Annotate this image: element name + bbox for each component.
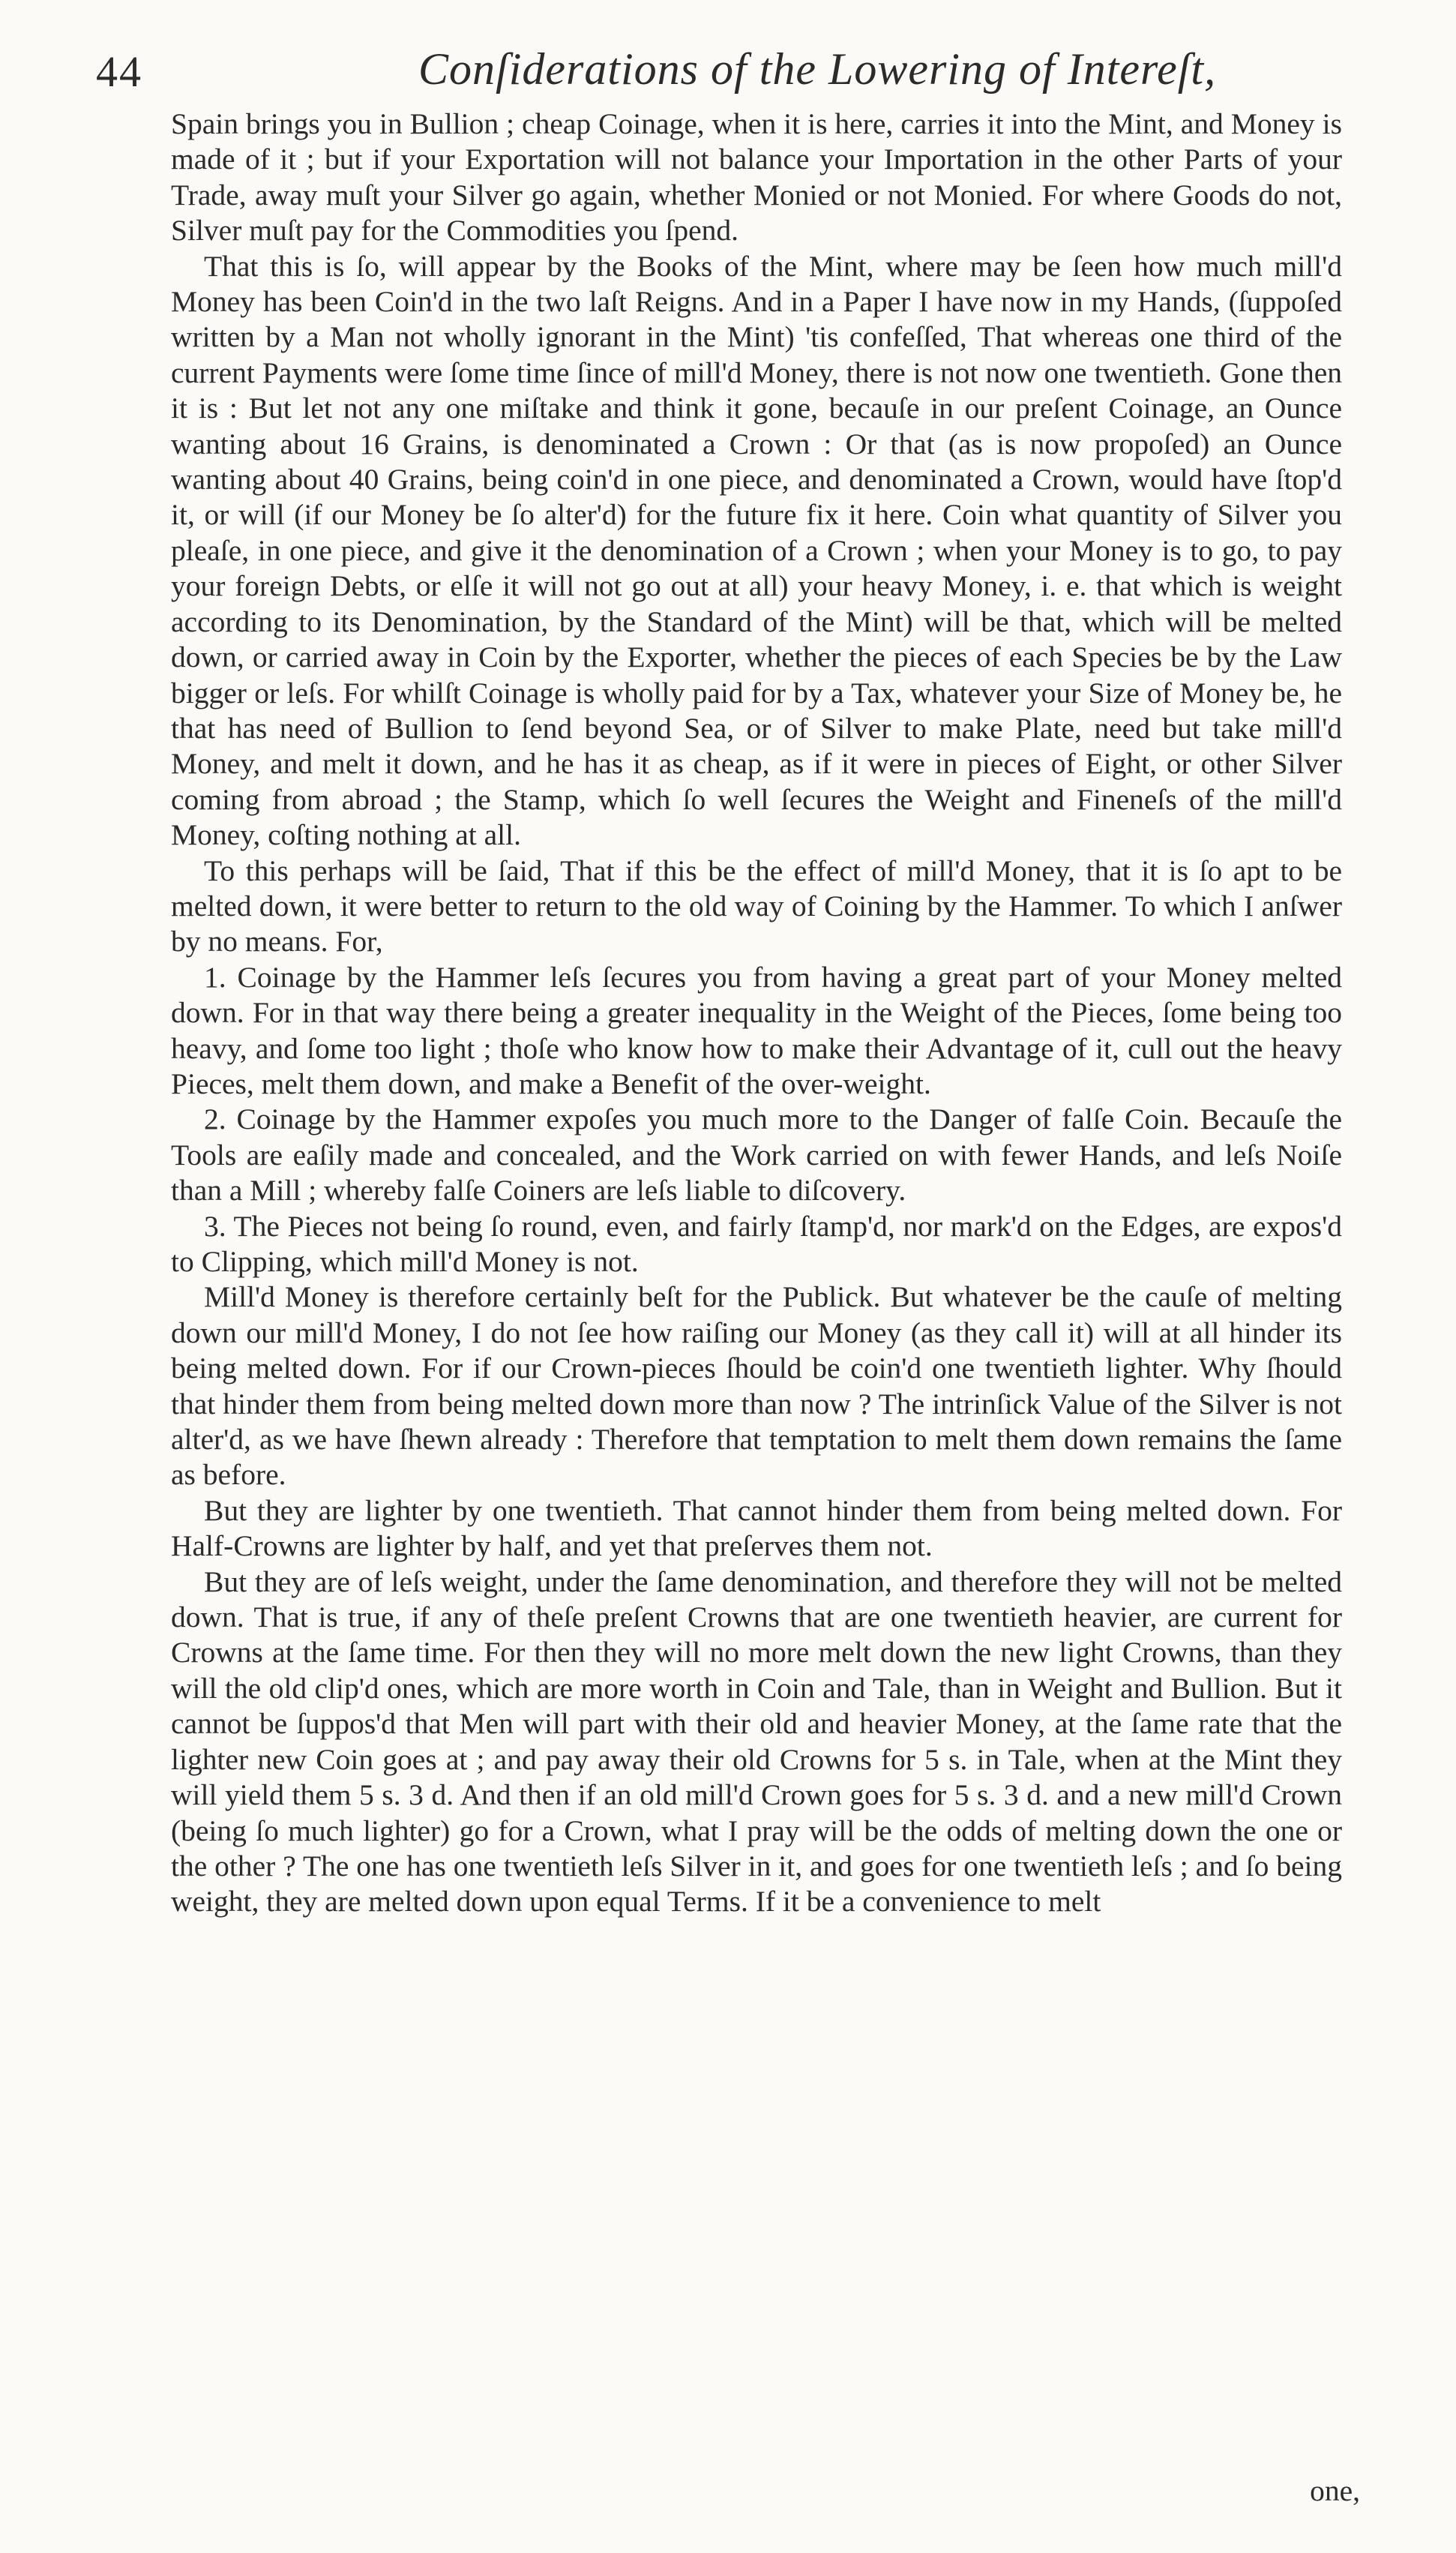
paragraph: 3. The Pieces not being ſo round, even, and fairly ſtamp'd, nor mark'd on the Edges, are expos'd to Clipping, which mill'd Money is not. <box>171 1209 1342 1278</box>
catchword: one, <box>1310 2474 1360 2507</box>
running-head: Conſiderations of the Lowering of Intereſt, <box>418 44 1217 94</box>
paragraph: Spain brings you in Bullion ; cheap Coinage, when it is here, carries it into the Mint, and Money is made of it ; but if your Exportation will not balance your Importation in the other Parts of your Trade, away muſt your Silver go again, whether Monied or not Monied. For where Goods do not, Silver muſt pay for the Commodities you ſpend. <box>171 107 1342 248</box>
page-number: 44 <box>96 47 142 96</box>
paragraph: That this is ſo, will appear by the Books of the Mint, where may be ſeen how much mill'd Money has been Coin'd in the two laſt Reigns. And in a Paper I have now in my Hands, (ſuppoſed written by a Man not wholly ignorant in the Mint) 'tis confeſſed, That whereas one third of the current Payments were ſome time ſince of mill'd Money, there is not now one twentieth. Gone then it is : But let not any one miſtake and think it gone, becauſe in our preſent Coinage, an Ounce wanting about 16 Grains, is denominated a Crown : Or that (as is now propoſed) an Ounce wanting about 40 Grains, being coin'd in one piece, and denominated a Crown, would have ſtop'd it, or will (if our Money be ſo alter'd) for the future fix it here. Coin what quantity of Silver you pleaſe, in one piece, and give it the denomination of a Crown ; when your Money is to go, to pay your foreign Debts, or elſe it will not go out at all) your heavy Money, i. e. that which is weight according to its Denomination, by the Standard of the Mint) will be that, which will be melted down, or carried away in Coin by the Exporter, whether the pieces of each Species be by the Law bigger or leſs. For whilſt Coinage is wholly paid for by a Tax, whatever your Size of Money be, he that has need of Bullion to ſend beyond Sea, or of Silver to make Plate, need but take mill'd Money, and melt it down, and he has it as cheap, as if it were in pieces of Eight, or other Silver coming from abroad ; the Stamp, which ſo well ſecures the Weight and Fineneſs of the mill'd Money, coſting nothing at all. <box>171 249 1342 852</box>
paragraph: But they are of leſs weight, under the ſame denomination, and therefore they will not be melted down. That is true, if any of theſe preſent Crowns that are one twentieth heavier, are current for Crowns at the ſame time. For then they will no more melt down the new light Crowns, than they will the old clip'd ones, which are more worth in Coin and Tale, than in Weight and Bullion. But it cannot be ſuppos'd that Men will part with their old and heavier Money, at the ſame rate that the lighter new Coin goes at ; and pay away their old Crowns for 5 s. in Tale, when at the Mint they will yield them 5 s. 3 d. And then if an old mill'd Crown goes for 5 s. 3 d. and a new mill'd Crown (being ſo much lighter) go for a Crown, what I pray will be the odds of melting down the one or the other ? The one has one twentieth leſs Silver in it, and goes for one twentieth leſs ; and ſo being weight, they are melted down upon equal Terms. If it be a convenience to melt <box>171 1564 1342 1918</box>
body-text <box>171 106 1342 1920</box>
paragraph: To this perhaps will be ſaid, That if this be the effect of mill'd Money, that it is ſo apt to be melted down, it were better to return to the old way of Coining by the Hammer. To which I anſwer by no means. For, <box>171 854 1342 958</box>
paragraph: Mill'd Money is therefore certainly beſt for the Publick. But whatever be the cauſe of melting down our mill'd Money, I do not ſee how raiſing our Money (as they call it) will at all hinder its being melted down. For if our Crown-pieces ſhould be coin'd one twentieth lighter. Why ſhould that hinder them from being melted down more than now ? The intrinſick Value of the Silver is not alter'd, as we have ſhewn already : Therefore that temptation to melt them down remains the ſame as before. <box>171 1280 1342 1492</box>
paragraph: 1. Coinage by the Hammer leſs ſecures you from having a great part of your Money melted down. For in that way there being a greater inequality in the Weight of the Pieces, ſome being too heavy, and ſome too light ; thoſe who know how to make their Advantage of it, cull out the heavy Pieces, melt them down, and make a Benefit of the over-weight. <box>171 960 1342 1100</box>
paragraph: But they are lighter by one twentieth. That cannot hinder them from being melted down. For Half-Crowns are lighter by half, and yet that preſerves them not. <box>171 1493 1342 1563</box>
paragraph: 2. Coinage by the Hammer expoſes you much more to the Danger of falſe Coin. Becauſe the Tools are eaſily made and concealed, and the Work carried on with fewer Hands, and leſs Noiſe than a Mill ; whereby falſe Coiners are leſs liable to diſcovery. <box>171 1102 1342 1208</box>
page-header <box>96 44 1356 104</box>
